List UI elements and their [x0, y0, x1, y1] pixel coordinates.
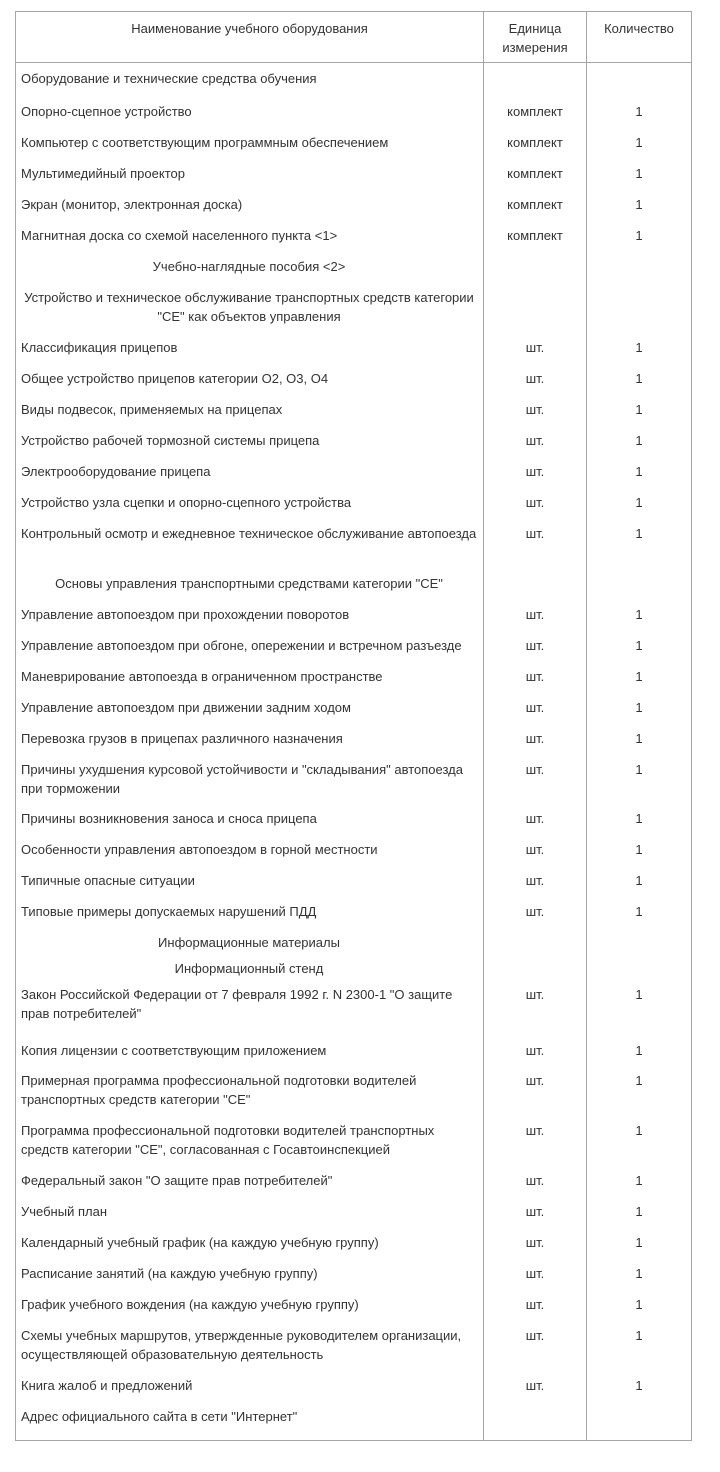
- table-row: [16, 219, 692, 250]
- cell-name: Устройство рабочей тормозной системы прицепа: [16, 424, 484, 455]
- cell-qty: 1: [587, 1034, 692, 1065]
- table-row: [16, 984, 692, 1034]
- cell-name: Причины возникновения заноса и сноса прицепа: [16, 803, 484, 834]
- cell-qty: 1: [587, 95, 692, 126]
- cell-unit: шт.: [484, 1165, 587, 1196]
- table-row: [16, 362, 692, 393]
- cell-name: График учебного вождения (на каждую учебную группу): [16, 1289, 484, 1320]
- cell-name: Оборудование и технические средства обучения: [16, 63, 484, 95]
- cell-unit: шт.: [484, 1065, 587, 1115]
- table-row: [16, 1034, 692, 1065]
- cell-qty: [587, 927, 692, 958]
- table-section-row: [16, 567, 692, 598]
- cell-name: Классификация прицепов: [16, 331, 484, 362]
- table-row: [16, 331, 692, 362]
- table-row: [16, 722, 692, 753]
- table-row: [16, 865, 692, 896]
- table-row: [16, 424, 692, 455]
- cell-qty: [587, 250, 692, 281]
- table-row: [16, 1320, 692, 1370]
- cell-name: Типовые примеры допускаемых нарушений ПДД: [16, 896, 484, 927]
- cell-name: Компьютер с соответствующим программным обеспечением: [16, 126, 484, 157]
- cell-name: Копия лицензии с соответствующим приложением: [16, 1034, 484, 1065]
- cell-qty: 1: [587, 896, 692, 927]
- cell-qty: [587, 958, 692, 984]
- cell-name: Учебный план: [16, 1196, 484, 1227]
- cell-unit: шт.: [484, 362, 587, 393]
- cell-unit: шт.: [484, 834, 587, 865]
- cell-unit: комплект: [484, 157, 587, 188]
- cell-unit: шт.: [484, 1320, 587, 1370]
- cell-qty: 1: [587, 1320, 692, 1370]
- cell-name: Федеральный закон "О защите прав потребителей": [16, 1165, 484, 1196]
- cell-qty: 1: [587, 753, 692, 803]
- table-row: [16, 753, 692, 803]
- cell-name: Устройство узла сцепки и опорно-сцепного устройства: [16, 486, 484, 517]
- cell-unit: шт.: [484, 660, 587, 691]
- cell-name: Программа профессиональной подготовки водителей транспортных средств категории "CE", согласованная с Госавтоинспекцией: [16, 1115, 484, 1165]
- cell-name: Контрольный осмотр и ежедневное техническое обслуживание автопоезда: [16, 517, 484, 567]
- cell-name: Расписание занятий (на каждую учебную группу): [16, 1258, 484, 1289]
- cell-qty: 1: [587, 188, 692, 219]
- cell-qty: 1: [587, 834, 692, 865]
- table-row: [16, 834, 692, 865]
- cell-name: Схемы учебных маршрутов, утвержденные руководителем организации, осуществляющей образовательную деятельность: [16, 1320, 484, 1370]
- cell-unit: [484, 958, 587, 984]
- cell-unit: шт.: [484, 424, 587, 455]
- cell-qty: 1: [587, 331, 692, 362]
- cell-unit: шт.: [484, 1196, 587, 1227]
- cell-unit: [484, 250, 587, 281]
- table-body: [16, 63, 692, 1441]
- cell-qty: [587, 281, 692, 331]
- cell-name: Виды подвесок, применяемых на прицепах: [16, 393, 484, 424]
- table-row: [16, 393, 692, 424]
- cell-name: Информационные материалы: [16, 927, 484, 958]
- table-section-row: [16, 250, 692, 281]
- table-row: [16, 1401, 692, 1441]
- cell-qty: [587, 1401, 692, 1441]
- cell-unit: комплект: [484, 188, 587, 219]
- table-row: [16, 455, 692, 486]
- cell-qty: 1: [587, 424, 692, 455]
- table-row: [16, 1289, 692, 1320]
- table-row: [16, 188, 692, 219]
- table-row: [16, 1165, 692, 1196]
- cell-qty: 1: [587, 803, 692, 834]
- cell-qty: 1: [587, 629, 692, 660]
- table-row: [16, 517, 692, 567]
- cell-qty: [587, 567, 692, 598]
- table-row: [16, 95, 692, 126]
- cell-unit: шт.: [484, 517, 587, 567]
- table-section-row: [16, 958, 692, 984]
- table-section-row: [16, 927, 692, 958]
- cell-name: Особенности управления автопоездом в горной местности: [16, 834, 484, 865]
- cell-unit: шт.: [484, 629, 587, 660]
- cell-qty: 1: [587, 486, 692, 517]
- cell-unit: комплект: [484, 95, 587, 126]
- table-row: [16, 1115, 692, 1165]
- cell-unit: шт.: [484, 393, 587, 424]
- cell-qty: 1: [587, 691, 692, 722]
- cell-unit: шт.: [484, 486, 587, 517]
- cell-unit: шт.: [484, 865, 587, 896]
- cell-qty: 1: [587, 1227, 692, 1258]
- cell-name: Опорно-сцепное устройство: [16, 95, 484, 126]
- cell-qty: 1: [587, 1258, 692, 1289]
- cell-unit: шт.: [484, 803, 587, 834]
- cell-qty: 1: [587, 455, 692, 486]
- cell-qty: 1: [587, 1065, 692, 1115]
- cell-unit: шт.: [484, 1370, 587, 1401]
- cell-name: Управление автопоездом при обгоне, опережении и встречном разъезде: [16, 629, 484, 660]
- table-section-row: [16, 281, 692, 331]
- cell-name: Электрооборудование прицепа: [16, 455, 484, 486]
- table-row: [16, 803, 692, 834]
- cell-unit: шт.: [484, 896, 587, 927]
- cell-name: Закон Российской Федерации от 7 февраля 1992 г. N 2300-1 "О защите прав потребителей": [16, 984, 484, 1034]
- cell-name: Информационный стенд: [16, 958, 484, 984]
- cell-qty: 1: [587, 362, 692, 393]
- table-row: [16, 896, 692, 927]
- cell-unit: комплект: [484, 126, 587, 157]
- table-row: [16, 63, 692, 95]
- cell-unit: шт.: [484, 984, 587, 1034]
- cell-unit: шт.: [484, 455, 587, 486]
- cell-qty: 1: [587, 1115, 692, 1165]
- cell-qty: 1: [587, 865, 692, 896]
- cell-qty: 1: [587, 1289, 692, 1320]
- cell-name: Календарный учебный график (на каждую учебную группу): [16, 1227, 484, 1258]
- cell-unit: шт.: [484, 1258, 587, 1289]
- cell-name: Управление автопоездом при прохождении поворотов: [16, 598, 484, 629]
- cell-qty: 1: [587, 1370, 692, 1401]
- cell-name: Устройство и техническое обслуживание транспортных средств категории "CE" как объектов управления: [16, 281, 484, 331]
- cell-name: Книга жалоб и предложений: [16, 1370, 484, 1401]
- cell-qty: 1: [587, 1165, 692, 1196]
- header-unit: Единица измерения: [484, 12, 587, 63]
- cell-name: Перевозка грузов в прицепах различного назначения: [16, 722, 484, 753]
- cell-name: Магнитная доска со схемой населенного пункта <1>: [16, 219, 484, 250]
- cell-name: Маневрирование автопоезда в ограниченном пространстве: [16, 660, 484, 691]
- table-row: [16, 126, 692, 157]
- table-row: [16, 660, 692, 691]
- cell-unit: [484, 927, 587, 958]
- table-row: [16, 486, 692, 517]
- cell-unit: шт.: [484, 1034, 587, 1065]
- cell-name: Типичные опасные ситуации: [16, 865, 484, 896]
- cell-unit: шт.: [484, 598, 587, 629]
- cell-qty: 1: [587, 722, 692, 753]
- cell-unit: шт.: [484, 331, 587, 362]
- equipment-table: [15, 11, 692, 1441]
- cell-qty: 1: [587, 517, 692, 567]
- cell-qty: 1: [587, 157, 692, 188]
- table-row: [16, 691, 692, 722]
- cell-qty: 1: [587, 393, 692, 424]
- cell-unit: [484, 63, 587, 95]
- table-row: [16, 1370, 692, 1401]
- cell-unit: шт.: [484, 1115, 587, 1165]
- cell-name: Примерная программа профессиональной подготовки водителей транспортных средств категории "CE": [16, 1065, 484, 1115]
- cell-name: Управление автопоездом при движении задним ходом: [16, 691, 484, 722]
- header-name: Наименование учебного оборудования: [16, 12, 484, 63]
- table-row: [16, 1258, 692, 1289]
- cell-qty: 1: [587, 598, 692, 629]
- cell-name: Экран (монитор, электронная доска): [16, 188, 484, 219]
- header-qty: Количество: [587, 12, 692, 63]
- cell-name: Адрес официального сайта в сети "Интернет": [16, 1401, 484, 1441]
- cell-unit: шт.: [484, 753, 587, 803]
- cell-unit: [484, 1401, 587, 1441]
- cell-qty: [587, 63, 692, 95]
- cell-unit: шт.: [484, 722, 587, 753]
- cell-name: Мультимедийный проектор: [16, 157, 484, 188]
- table-row: [16, 629, 692, 660]
- cell-qty: 1: [587, 126, 692, 157]
- table-row: [16, 1065, 692, 1115]
- cell-name: Причины ухудшения курсовой устойчивости и "складывания" автопоезда при торможении: [16, 753, 484, 803]
- cell-unit: шт.: [484, 1289, 587, 1320]
- cell-qty: 1: [587, 219, 692, 250]
- cell-name: Учебно-наглядные пособия <2>: [16, 250, 484, 281]
- cell-unit: [484, 281, 587, 331]
- table-row: [16, 1227, 692, 1258]
- cell-unit: [484, 567, 587, 598]
- cell-unit: комплект: [484, 219, 587, 250]
- cell-unit: шт.: [484, 691, 587, 722]
- cell-qty: 1: [587, 660, 692, 691]
- cell-name: Основы управления транспортными средствами категории "CE": [16, 567, 484, 598]
- table-header-row: [16, 12, 692, 63]
- table-row: [16, 1196, 692, 1227]
- cell-qty: 1: [587, 984, 692, 1034]
- table-row: [16, 157, 692, 188]
- cell-unit: шт.: [484, 1227, 587, 1258]
- table-row: [16, 598, 692, 629]
- cell-qty: 1: [587, 1196, 692, 1227]
- cell-name: Общее устройство прицепов категории O2, O3, O4: [16, 362, 484, 393]
